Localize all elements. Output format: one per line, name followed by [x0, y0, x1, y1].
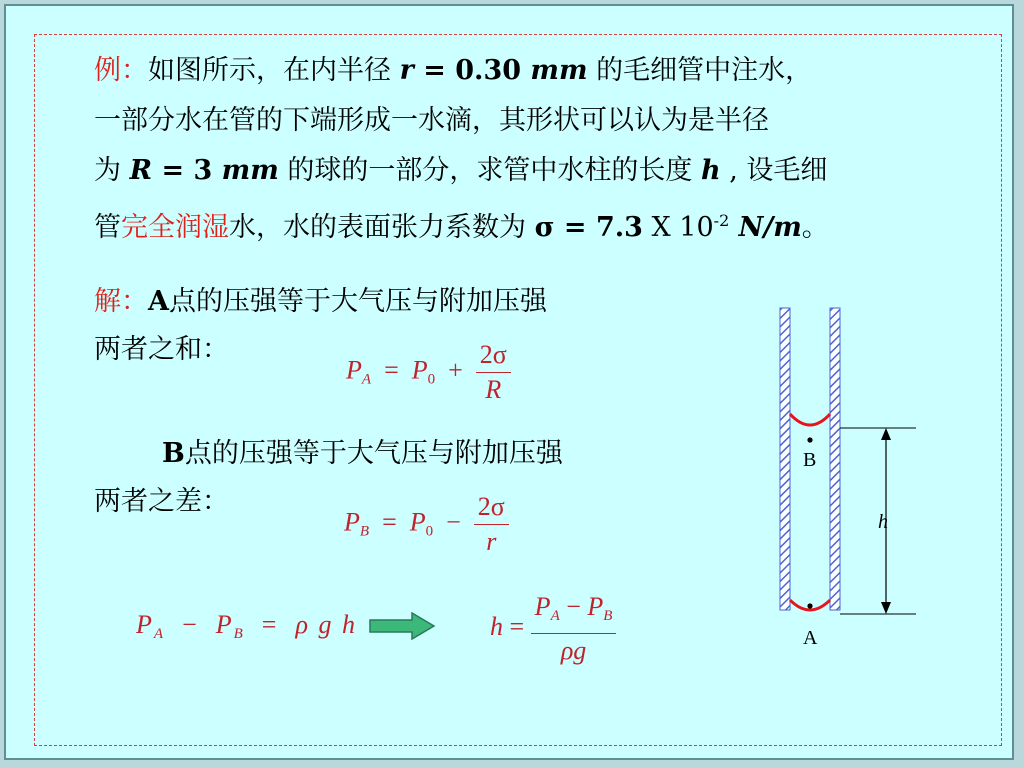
- fully-wetting-highlight: 完全润湿: [121, 212, 229, 243]
- formula-pb: $P_B = P_0$ − $\frac{2\sigma}{r}$: [344, 490, 509, 559]
- point-b: [807, 437, 812, 442]
- problem-line-4: 管完全润湿水，水的表面张力系数为 σ = 7.3 X $10^{-2}$ N/m。: [94, 211, 829, 243]
- slide: [4, 4, 1014, 760]
- formula-pa: $P_A = P_0$ + $\frac{2\sigma}{R}$: [346, 338, 511, 407]
- capillary-tube-diagram: [766, 306, 936, 666]
- label-b: B: [803, 449, 817, 471]
- problem-line-2: 一部分水在管的下端形成一水滴，其形状可以认为是半径: [94, 105, 769, 136]
- label-h: h: [878, 511, 888, 533]
- solution-a-text: 解：A点的压强等于大气压与附加压强 两者之和：: [94, 286, 547, 365]
- right-arrow-icon: [368, 612, 436, 640]
- example-label: 例：: [94, 55, 148, 86]
- meniscus-top: [790, 414, 830, 425]
- tube-left-wall: [780, 308, 790, 610]
- problem-line-1: 例：如图所示，在内半径 r = 0.30 mm 的毛细管中注水，: [94, 55, 813, 86]
- label-a: A: [803, 627, 818, 649]
- formula-pressure-difference: $P_A - P_B = \rho$ g h: [136, 610, 357, 642]
- point-a: [807, 603, 812, 608]
- problem-line-3: 为 R = 3 mm 的球的一部分，求管中水柱的长度 h , 设毛细: [94, 155, 828, 186]
- tube-right-wall: [830, 308, 840, 610]
- problem-statement: [94, 46, 974, 253]
- solution-b-text: B点的压强等于大气压与附加压强 两者之差：: [94, 438, 563, 517]
- formula-h: h = $\frac{P_A - P_B}{\rho g}$: [490, 590, 616, 668]
- solution-label: 解：: [94, 286, 148, 317]
